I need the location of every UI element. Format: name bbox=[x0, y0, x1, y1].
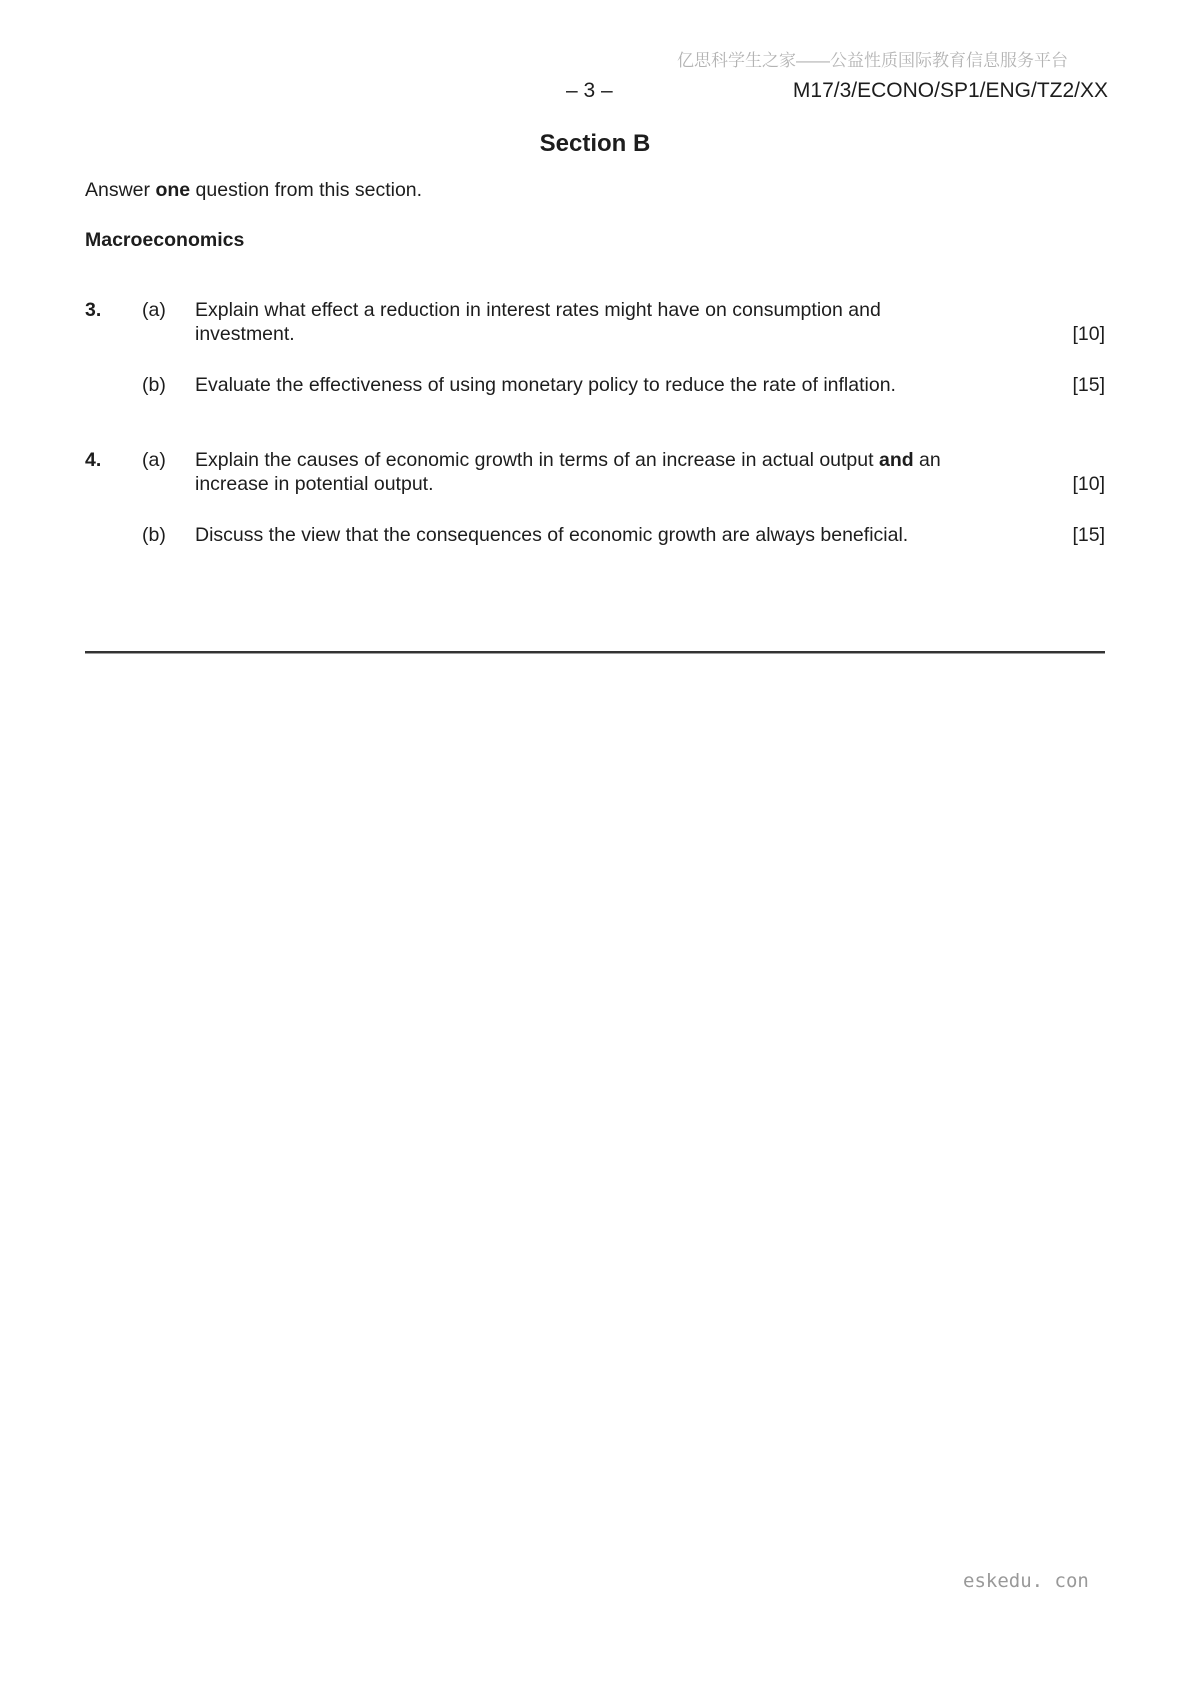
part-marks: [15] bbox=[1072, 374, 1105, 396]
question-3a bbox=[142, 299, 1105, 346]
bottom-watermark: eskedu. con bbox=[963, 1570, 1089, 1592]
top-watermark: 亿思科学生之家——公益性质国际教育信息服务平台 bbox=[677, 51, 1068, 70]
question-3b bbox=[142, 374, 1105, 398]
question-3-parts bbox=[142, 299, 1105, 398]
part-label: (a) bbox=[142, 299, 166, 321]
question-4b bbox=[142, 524, 1105, 548]
part-label: (a) bbox=[142, 449, 166, 471]
part-marks: [10] bbox=[1072, 322, 1105, 345]
question-4 bbox=[85, 449, 1105, 548]
part-label: (b) bbox=[142, 524, 166, 546]
part-text: Explain the causes of economic growth in terms of an increase in actual output and an increase in potential output. bbox=[195, 449, 941, 495]
page-number: – 3 – bbox=[566, 79, 613, 102]
paper-code: M17/3/ECONO/SP1/ENG/TZ2/XX bbox=[792, 79, 1108, 102]
part-text: Evaluate the effectiveness of using monetary policy to reduce the rate of inflation. bbox=[195, 374, 896, 396]
part-text: Discuss the view that the consequences of economic growth are always beneficial. bbox=[195, 524, 909, 546]
question-3-number: 3. bbox=[85, 299, 102, 321]
question-4-number: 4. bbox=[85, 449, 102, 471]
part-marks: [15] bbox=[1072, 524, 1105, 546]
part-text: Explain what effect a reduction in interest rates might have on consumption and investment. bbox=[195, 299, 881, 345]
part-label: (b) bbox=[142, 374, 166, 396]
question-4-parts bbox=[142, 449, 1105, 548]
section-instruction: Answer one question from this section. bbox=[85, 179, 423, 201]
part-marks: [10] bbox=[1072, 472, 1105, 495]
question-4a bbox=[142, 449, 1105, 496]
section-title: Section B bbox=[539, 130, 651, 157]
topic-heading: Macroeconomics bbox=[85, 229, 245, 251]
horizontal-rule bbox=[85, 651, 1105, 653]
question-3 bbox=[85, 299, 1105, 398]
